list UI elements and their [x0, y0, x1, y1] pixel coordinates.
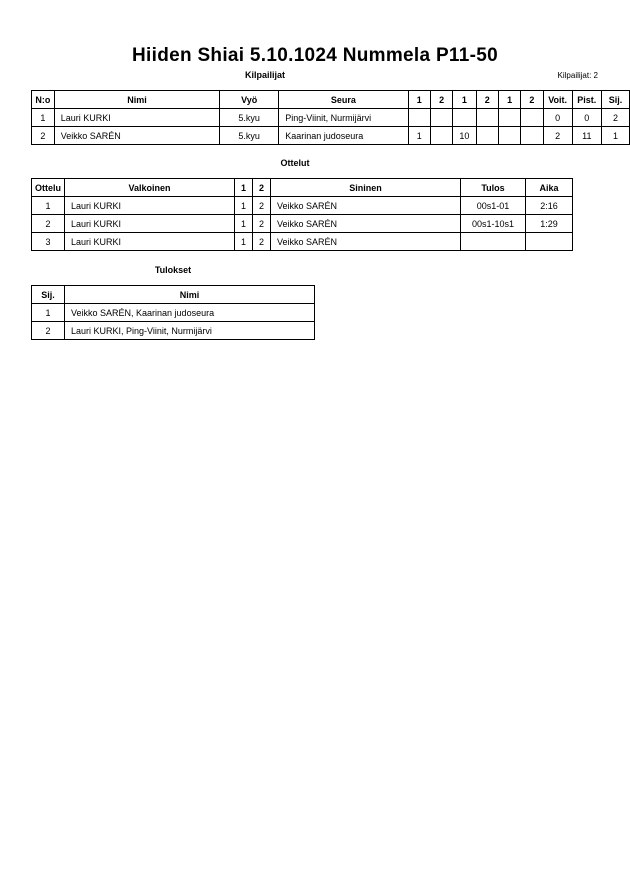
column-header-m2: 2: [430, 91, 452, 109]
cell-no: 2: [32, 127, 55, 145]
column-header-p1: 1: [235, 179, 253, 197]
column-header-m6: 2: [521, 91, 543, 109]
cell-result-rank: 2: [32, 322, 65, 340]
page-title: Hiiden Shiai 5.10.1024 Nummela P11-50: [132, 45, 498, 66]
column-header-m5: 1: [498, 91, 520, 109]
cell-white: Lauri KURKI: [65, 197, 235, 215]
cell-m3: [453, 109, 476, 127]
cell-m2: [430, 127, 452, 145]
cell-grade: 5.kyu: [220, 109, 279, 127]
cell-name: Veikko SARÉN: [54, 127, 219, 145]
competitors-count-note: Kilpailijat: 2: [557, 71, 598, 80]
competitors-section-label: Kilpailijat: [244, 70, 285, 80]
table-header-row: [32, 91, 630, 109]
column-header-no: N:o: [32, 91, 55, 109]
table-header-row: [32, 179, 573, 197]
column-header-club: Seura: [279, 91, 408, 109]
cell-m5: [498, 127, 520, 145]
cell-club: Kaarinan judoseura: [279, 127, 408, 145]
column-header-result-rank: Sij.: [32, 286, 65, 304]
cell-m4: [476, 127, 498, 145]
matches-section-label: Ottelut: [280, 158, 310, 168]
cell-white: Lauri KURKI: [65, 215, 235, 233]
column-header-result: Tulos: [461, 179, 526, 197]
competitors-table: [31, 90, 630, 145]
cell-match-no: 3: [32, 233, 65, 251]
results-section-label: Tulokset: [154, 265, 192, 275]
table-row: [32, 322, 315, 340]
cell-result-name: Lauri KURKI, Ping-Viinit, Nurmijärvi: [65, 322, 315, 340]
table-row: [32, 215, 573, 233]
cell-p2: 2: [253, 197, 271, 215]
results-table: [31, 285, 315, 340]
cell-result: [461, 233, 526, 251]
cell-match-no: 2: [32, 215, 65, 233]
cell-p1: 1: [235, 233, 253, 251]
cell-white: Lauri KURKI: [65, 233, 235, 251]
table-row: [32, 109, 630, 127]
cell-p2: 2: [253, 215, 271, 233]
column-header-m4: 2: [476, 91, 498, 109]
cell-result: 00s1-10s1: [461, 215, 526, 233]
matches-table: [31, 178, 573, 251]
cell-points: 11: [572, 127, 601, 145]
table-header-row: [32, 286, 315, 304]
cell-p1: 1: [235, 215, 253, 233]
cell-result-rank: 1: [32, 304, 65, 322]
cell-p2: 2: [253, 233, 271, 251]
cell-result: 00s1-01: [461, 197, 526, 215]
cell-m2: [430, 109, 452, 127]
cell-m6: [521, 127, 543, 145]
column-header-white: Valkoinen: [65, 179, 235, 197]
column-header-points: Pist.: [572, 91, 601, 109]
column-header-m1: 1: [408, 91, 430, 109]
column-header-blue: Sininen: [271, 179, 461, 197]
cell-rank: 1: [601, 127, 629, 145]
cell-match-no: 1: [32, 197, 65, 215]
cell-m1: [408, 109, 430, 127]
column-header-result-name: Nimi: [65, 286, 315, 304]
cell-result-name: Veikko SARÉN, Kaarinan judoseura: [65, 304, 315, 322]
cell-club: Ping-Viinit, Nurmijärvi: [279, 109, 408, 127]
column-header-p2: 2: [253, 179, 271, 197]
cell-name: Lauri KURKI: [54, 109, 219, 127]
table-row: [32, 233, 573, 251]
cell-time: 1:29: [526, 215, 573, 233]
column-header-m3: 1: [453, 91, 476, 109]
column-header-grade: Vyö: [220, 91, 279, 109]
column-header-match-no: Ottelu: [32, 179, 65, 197]
cell-wins: 2: [543, 127, 572, 145]
cell-m3: 10: [453, 127, 476, 145]
cell-blue: Veikko SARÉN: [271, 233, 461, 251]
table-row: [32, 197, 573, 215]
column-header-rank: Sij.: [601, 91, 629, 109]
cell-blue: Veikko SARÉN: [271, 215, 461, 233]
column-header-name: Nimi: [54, 91, 219, 109]
column-header-wins: Voit.: [543, 91, 572, 109]
cell-points: 0: [572, 109, 601, 127]
table-row: [32, 304, 315, 322]
column-header-time: Aika: [526, 179, 573, 197]
cell-time: 2:16: [526, 197, 573, 215]
cell-p1: 1: [235, 197, 253, 215]
cell-m4: [476, 109, 498, 127]
cell-grade: 5.kyu: [220, 127, 279, 145]
cell-m6: [521, 109, 543, 127]
cell-blue: Veikko SARÉN: [271, 197, 461, 215]
cell-wins: 0: [543, 109, 572, 127]
cell-rank: 2: [601, 109, 629, 127]
table-row: [32, 127, 630, 145]
cell-time: [526, 233, 573, 251]
cell-no: 1: [32, 109, 55, 127]
cell-m1: 1: [408, 127, 430, 145]
cell-m5: [498, 109, 520, 127]
